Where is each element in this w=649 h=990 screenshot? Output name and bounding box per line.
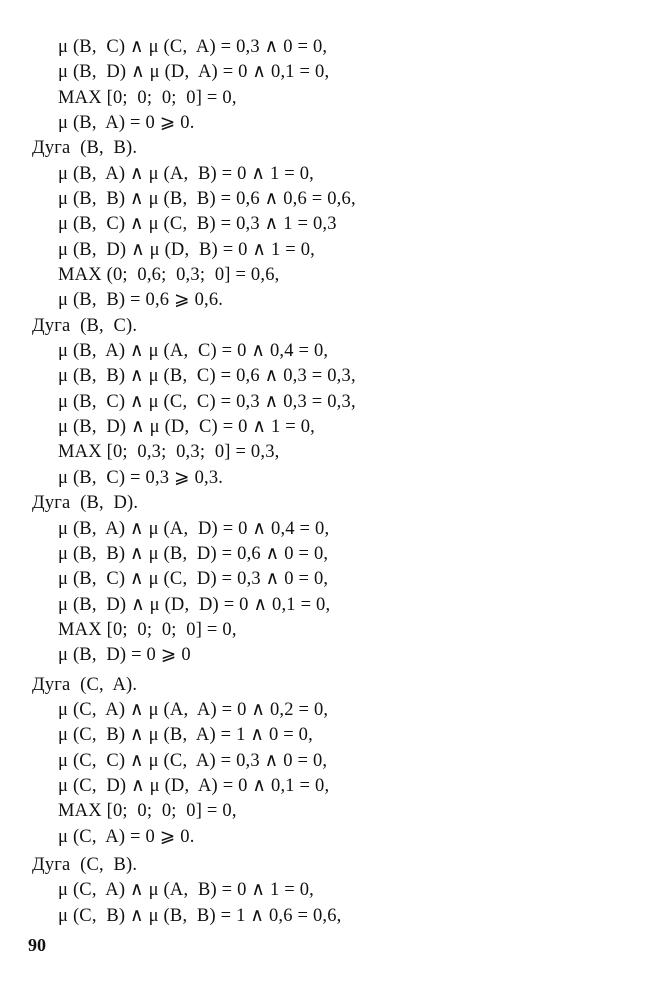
- arc-heading: Дуга (B, C).: [32, 316, 138, 336]
- formula-line: μ (B, D) ∧ μ (D, D) = 0 ∧ 0,1 = 0,: [58, 595, 331, 615]
- max-line: MAX [0; 0; 0; 0] = 0,: [58, 88, 237, 108]
- formula-line: μ (B, B) ∧ μ (B, C) = 0,6 ∧ 0,3 = 0,3,: [58, 366, 356, 386]
- formula-line: μ (B, C) ∧ μ (C, B) = 0,3 ∧ 1 = 0,3: [58, 214, 337, 234]
- formula-line: μ (B, A) ∧ μ (A, C) = 0 ∧ 0,4 = 0,: [58, 341, 329, 361]
- max-line: MAX [0; 0,3; 0,3; 0] = 0,3,: [58, 442, 280, 462]
- result-line: μ (B, B) = 0,6 ⩾ 0,6.: [58, 290, 224, 310]
- formula-line: μ (B, B) ∧ μ (B, B) = 0,6 ∧ 0,6 = 0,6,: [58, 189, 356, 209]
- page-number: 90: [28, 935, 46, 955]
- max-line: MAX [0; 0; 0; 0] = 0,: [58, 620, 237, 640]
- result-line: μ (B, D) = 0 ⩾ 0: [58, 645, 191, 665]
- arc-heading: Дуга (C, B).: [32, 855, 138, 875]
- formula-line: μ (C, B) ∧ μ (B, A) = 1 ∧ 0 = 0,: [58, 725, 313, 745]
- result-line: μ (B, C) = 0,3 ⩾ 0,3.: [58, 468, 224, 488]
- max-line: MAX [0; 0; 0; 0] = 0,: [58, 801, 237, 821]
- arc-heading: Дуга (B, D).: [32, 493, 139, 513]
- arc-heading: Дуга (C, A).: [32, 675, 138, 695]
- formula-line: μ (B, D) ∧ μ (D, A) = 0 ∧ 0,1 = 0,: [58, 62, 330, 82]
- formula-line: μ (C, D) ∧ μ (D, A) = 0 ∧ 0,1 = 0,: [58, 776, 330, 796]
- formula-line: μ (C, A) ∧ μ (A, B) = 0 ∧ 1 = 0,: [58, 880, 314, 900]
- formula-line: μ (B, B) ∧ μ (B, D) = 0,6 ∧ 0 = 0,: [58, 544, 329, 564]
- formula-line: μ (B, C) ∧ μ (C, A) = 0,3 ∧ 0 = 0,: [58, 37, 328, 57]
- formula-line: μ (B, D) ∧ μ (D, C) = 0 ∧ 1 = 0,: [58, 417, 316, 437]
- formula-line: μ (B, A) ∧ μ (A, B) = 0 ∧ 1 = 0,: [58, 164, 314, 184]
- arc-heading: Дуга (B, B).: [32, 138, 138, 158]
- max-line: MAX (0; 0,6; 0,3; 0] = 0,6,: [58, 265, 280, 285]
- result-line: μ (C, A) = 0 ⩾ 0.: [58, 827, 195, 847]
- formula-line: μ (C, A) ∧ μ (A, A) = 0 ∧ 0,2 = 0,: [58, 700, 329, 720]
- formula-line: μ (B, C) ∧ μ (C, C) = 0,3 ∧ 0,3 = 0,3,: [58, 392, 356, 412]
- formula-line: μ (B, A) ∧ μ (A, D) = 0 ∧ 0,4 = 0,: [58, 519, 330, 539]
- formula-line: μ (C, C) ∧ μ (C, A) = 0,3 ∧ 0 = 0,: [58, 751, 328, 771]
- formula-line: μ (B, C) ∧ μ (C, D) = 0,3 ∧ 0 = 0,: [58, 569, 329, 589]
- result-line: μ (B, A) = 0 ⩾ 0.: [58, 113, 195, 133]
- formula-line: μ (B, D) ∧ μ (D, B) = 0 ∧ 1 = 0,: [58, 240, 316, 260]
- formula-line: μ (C, B) ∧ μ (B, B) = 1 ∧ 0,6 = 0,6,: [58, 906, 342, 926]
